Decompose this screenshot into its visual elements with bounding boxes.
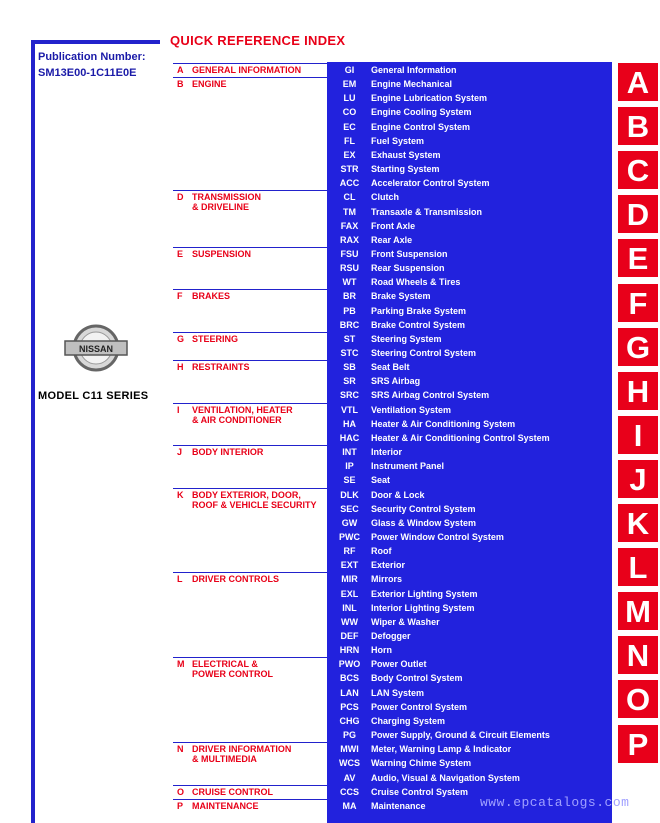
index-row[interactable] [327, 671, 612, 685]
section-title: ELECTRICAL & POWER CONTROL [192, 659, 273, 680]
section-letter: O [177, 786, 185, 797]
index-row[interactable] [327, 771, 612, 785]
nissan-logo [64, 323, 128, 373]
section-heading[interactable] [173, 445, 327, 458]
section-name: Security Control System [371, 503, 476, 514]
index-row[interactable] [327, 544, 612, 558]
section-letter: M [177, 659, 185, 670]
index-row[interactable] [327, 219, 612, 233]
section-name: Clutch [371, 192, 399, 203]
section-code: GI [344, 65, 355, 75]
index-row[interactable] [327, 756, 612, 770]
section-name: Horn [371, 645, 392, 656]
section-code: SE [343, 475, 356, 486]
section-letter: K [177, 489, 184, 500]
index-row[interactable] [327, 360, 612, 374]
index-row[interactable] [327, 388, 612, 402]
section-name: Instrument Panel [371, 461, 445, 472]
tab-i[interactable]: I [618, 416, 658, 454]
section-code: WW [341, 616, 358, 627]
section-title: MAINTENANCE [192, 800, 259, 811]
section-name: Road Wheels & Tires [371, 277, 461, 288]
tab-p[interactable]: P [618, 725, 658, 763]
tab-j[interactable]: J [618, 460, 658, 498]
section-code: RF [343, 546, 356, 557]
index-row[interactable] [327, 148, 612, 162]
section-heading[interactable] [173, 572, 327, 585]
section-title: DRIVER INFORMATION & MULTIMEDIA [192, 744, 292, 765]
index-row[interactable] [327, 530, 612, 544]
section-code: EM [342, 79, 357, 90]
index-row[interactable] [327, 275, 612, 289]
index-row[interactable] [327, 742, 612, 756]
index-row[interactable] [327, 657, 612, 671]
page-title: QUICK REFERENCE INDEX [170, 33, 346, 48]
section-name: Body Control System [371, 673, 463, 684]
section-name: Rear Suspension [371, 263, 445, 274]
section-code: PWO [338, 659, 361, 670]
section-title: ENGINE [192, 79, 227, 90]
section-name: Seat Belt [371, 362, 410, 373]
tab-o[interactable]: O [618, 680, 658, 718]
tab-d[interactable]: D [618, 195, 658, 233]
section-name: Roof [371, 546, 392, 557]
section-heading[interactable] [173, 360, 327, 373]
section-code: SB [343, 362, 356, 373]
section-letter: P [177, 800, 184, 811]
section-letter: N [177, 744, 184, 755]
section-name: Steering Control System [371, 348, 477, 358]
section-name: Front Axle [371, 220, 416, 231]
section-heading[interactable] [173, 332, 327, 344]
section-code: WCS [339, 758, 360, 769]
section-name: SRS Airbag Control System [371, 390, 490, 401]
section-letter: J [177, 447, 183, 458]
tab-h[interactable]: H [618, 372, 658, 410]
section-code: LU [343, 93, 356, 104]
section-code: AV [343, 772, 356, 783]
section-code: HAC [339, 432, 360, 443]
section-name: Ventilation System [371, 404, 452, 415]
section-name: Cruise Control System [371, 786, 469, 797]
index-row[interactable] [327, 134, 612, 148]
section-code: ST [343, 333, 356, 344]
index-row[interactable] [327, 332, 612, 346]
index-row[interactable] [327, 120, 612, 134]
section-title: BODY EXTERIOR, DOOR, ROOF & VEHICLE SECURITY [192, 489, 317, 510]
tab-n[interactable]: N [618, 636, 658, 674]
section-name: Charging System [371, 715, 446, 726]
section-code: FL [344, 135, 355, 146]
index-row[interactable] [327, 105, 612, 119]
section-code: CHG [339, 715, 360, 726]
index-row[interactable] [327, 728, 612, 742]
section-name: Steering System [371, 333, 442, 344]
section-name: Front Suspension [371, 248, 448, 259]
index-row[interactable] [327, 176, 612, 190]
index-row[interactable] [327, 417, 612, 431]
section-name: Maintenance [371, 800, 426, 811]
section-code: TM [343, 206, 356, 217]
section-name: Meter, Warning Lamp & Indicator [371, 744, 512, 755]
section-title: CRUISE CONTROL [192, 786, 273, 797]
index-row[interactable] [327, 516, 612, 530]
index-row[interactable] [327, 459, 612, 473]
section-name: Brake System [371, 291, 431, 302]
section-code: VTL [341, 404, 358, 415]
section-code: RSU [339, 263, 359, 274]
section-name: Engine Lubrication System [371, 93, 488, 104]
section-code: MWI [340, 744, 359, 755]
publication-label: Publication Number: [38, 51, 146, 63]
index-row[interactable] [327, 615, 612, 629]
section-name: Rear Axle [371, 234, 413, 245]
section-letter: D [177, 192, 184, 203]
section-code: IP [345, 461, 354, 472]
section-letter: B [177, 79, 184, 90]
index-row[interactable] [327, 572, 612, 586]
index-row[interactable] [327, 714, 612, 728]
section-code: PB [343, 305, 356, 316]
section-name: General Information [371, 65, 457, 75]
index-row[interactable] [327, 261, 612, 275]
section-code: GW [341, 517, 358, 528]
section-code: SRC [339, 390, 359, 401]
section-heading[interactable] [173, 657, 327, 680]
section-code: RAX [339, 234, 359, 245]
section-name: Power Control System [371, 701, 468, 712]
section-code: MA [342, 800, 357, 811]
section-code: DEF [340, 631, 359, 641]
index-row[interactable] [327, 233, 612, 247]
top-border-bar [31, 40, 160, 44]
section-code: FSU [340, 248, 359, 259]
tab-k[interactable]: K [618, 504, 658, 542]
section-name: Heater & Air Conditioning System [371, 418, 516, 429]
index-row[interactable] [327, 346, 612, 360]
index-row[interactable] [327, 488, 612, 502]
section-code: SEC [340, 503, 359, 514]
index-row[interactable] [327, 558, 612, 572]
section-heading[interactable] [173, 63, 327, 75]
section-name: SRS Airbag [371, 376, 421, 387]
section-letter: A [177, 65, 184, 75]
section-name: LAN System [371, 687, 425, 698]
section-name: Glass & Window System [371, 517, 476, 528]
section-name: Engine Mechanical [371, 79, 453, 90]
section-code: SR [343, 376, 356, 387]
tab-c[interactable]: C [618, 151, 658, 189]
section-name: Exterior [371, 560, 406, 571]
section-code: PG [342, 730, 356, 741]
section-code: BCS [339, 673, 359, 684]
section-name: Interior [371, 447, 403, 458]
index-row[interactable] [327, 601, 612, 615]
logo-text: NISSAN [78, 344, 114, 354]
section-code: FAX [340, 220, 359, 231]
index-row[interactable] [327, 318, 612, 332]
section-name: Accelerator Control System [371, 178, 490, 189]
index-row[interactable] [327, 205, 612, 219]
section-heading[interactable] [173, 190, 327, 213]
section-code: STC [340, 348, 359, 358]
section-code: PCS [340, 701, 359, 712]
section-name: Brake Control System [371, 319, 466, 330]
section-code: STR [340, 164, 359, 175]
section-name: Audio, Visual & Navigation System [371, 772, 520, 783]
section-code: INL [342, 602, 357, 613]
section-letter: G [177, 333, 185, 344]
section-code: DLK [340, 489, 359, 500]
section-name: Power Supply, Ground & Circuit Elements [371, 730, 550, 741]
section-heading[interactable] [173, 799, 327, 811]
section-letter: E [177, 248, 184, 259]
section-name: Fuel System [371, 135, 425, 146]
section-title: TRANSMISSION & DRIVELINE [192, 192, 262, 213]
tab-g[interactable]: G [618, 328, 658, 366]
section-letter: L [177, 574, 183, 585]
index-row[interactable] [327, 403, 612, 417]
section-name: Defogger [371, 631, 411, 641]
section-code: EXL [340, 588, 359, 599]
section-name: Wiper & Washer [371, 616, 440, 627]
section-title: BRAKES [192, 291, 231, 302]
section-name: Mirrors [371, 574, 403, 585]
section-code: INT [342, 447, 357, 458]
section-name: Transaxle & Transmission [371, 206, 483, 217]
index-row[interactable] [327, 700, 612, 714]
section-heading[interactable] [173, 785, 327, 797]
tab-e[interactable]: E [618, 239, 658, 277]
publication-number: SM13E00-1C11E0E [38, 67, 137, 79]
index-row[interactable] [327, 686, 612, 700]
section-name: Engine Control System [371, 121, 471, 132]
section-name: Interior Lighting System [371, 602, 475, 613]
index-row[interactable] [327, 77, 612, 91]
tab-b[interactable]: B [618, 107, 658, 145]
index-row[interactable] [327, 502, 612, 516]
section-name: Warning Chime System [371, 758, 472, 769]
section-code: PWC [339, 531, 360, 542]
section-code: EX [343, 149, 356, 160]
tab-m[interactable]: M [618, 592, 658, 630]
section-code: BRC [339, 319, 360, 330]
section-name: Power Outlet [371, 659, 427, 670]
section-letter: F [177, 291, 183, 302]
index-row[interactable] [327, 247, 612, 261]
section-name: Door & Lock [371, 489, 425, 500]
section-name: Power Window Control System [371, 531, 504, 542]
index-row[interactable] [327, 190, 612, 204]
section-heading[interactable] [173, 77, 327, 90]
section-name: Parking Brake System [371, 305, 467, 316]
index-row[interactable] [327, 374, 612, 388]
model-series: MODEL C11 SERIES [38, 390, 149, 402]
section-code: HRN [339, 645, 360, 656]
section-letter: I [177, 404, 180, 415]
index-row[interactable] [327, 587, 612, 601]
section-code: ACC [339, 178, 360, 189]
index-row[interactable] [327, 643, 612, 657]
section-title: STEERING [192, 333, 239, 344]
section-title: VENTILATION, HEATER & AIR CONDITIONER [192, 404, 293, 425]
section-title: GENERAL INFORMATION [192, 65, 302, 75]
tab-f[interactable]: F [618, 284, 658, 322]
section-code: CO [342, 107, 357, 118]
tab-l[interactable]: L [618, 548, 658, 586]
watermark: www.epcatalogs.com [480, 795, 630, 810]
section-code: LAN [340, 687, 359, 698]
tab-a[interactable]: A [618, 63, 658, 101]
section-heading[interactable] [173, 488, 327, 510]
index-row[interactable] [327, 445, 612, 459]
section-title: RESTRAINTS [192, 362, 250, 373]
index-row[interactable] [327, 91, 612, 105]
index-row[interactable] [327, 162, 612, 176]
index-row[interactable] [327, 304, 612, 318]
index-row[interactable] [327, 289, 612, 303]
section-code: CCS [339, 786, 359, 797]
section-code: MIR [341, 574, 358, 585]
index-row[interactable] [327, 473, 612, 487]
section-code: BR [343, 291, 356, 302]
section-name: Exterior Lighting System [371, 588, 478, 599]
left-border-bar [31, 40, 35, 823]
index-row[interactable] [327, 629, 612, 643]
index-row[interactable] [327, 63, 612, 77]
section-heading[interactable] [173, 247, 327, 259]
section-code: EXT [340, 560, 359, 571]
section-code: WT [342, 277, 357, 288]
section-code: HA [343, 418, 356, 429]
section-code: CL [343, 192, 356, 203]
section-letter: H [177, 362, 184, 373]
section-title: DRIVER CONTROLS [192, 574, 280, 585]
section-name: Heater & Air Conditioning Control System [371, 432, 550, 443]
section-heading[interactable] [173, 289, 327, 302]
section-name: Engine Cooling System [371, 107, 472, 118]
section-title: SUSPENSION [192, 248, 252, 259]
section-name: Exhaust System [371, 149, 441, 160]
section-name: Starting System [371, 164, 440, 175]
section-code: EC [343, 121, 356, 132]
section-heading[interactable] [173, 403, 327, 425]
section-title: BODY INTERIOR [192, 447, 264, 458]
section-name: Seat [371, 475, 391, 486]
section-heading[interactable] [173, 742, 327, 765]
index-row[interactable] [327, 431, 612, 445]
